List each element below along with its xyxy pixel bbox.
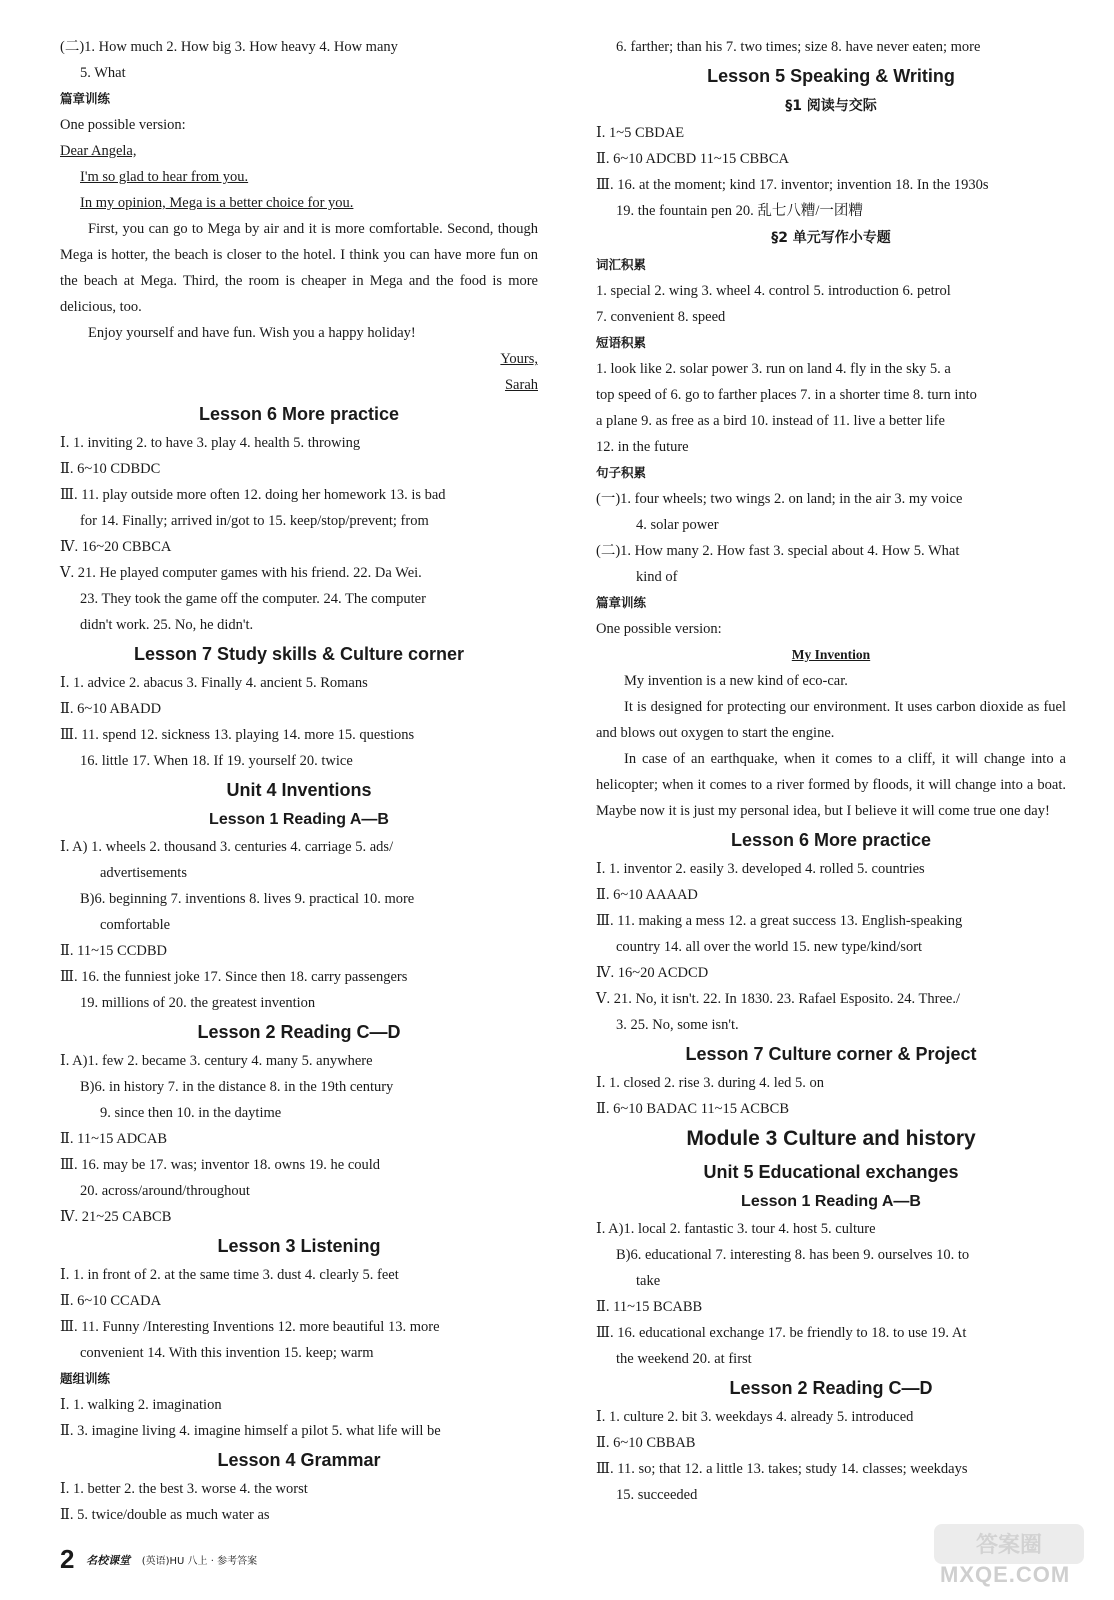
answer-line: Ⅱ. 5. twice/double as much water as [60,1507,270,1523]
answer-line: Ⅱ. 6~10 ADCBD 11~15 CBBCA [596,151,789,167]
answer-line-indented: convenient 14. With this invention 15. keep; warm [80,1345,374,1361]
answer-line: Ⅲ. 16. educational exchange 17. be friendly to 18. to use 19. At [596,1325,967,1341]
answer-line: One possible version: [596,621,722,637]
answer-line: Ⅲ. 16. may be 17. was; inventor 18. owns 19. he could [60,1157,381,1173]
answer-line: Ⅲ. 11. so; that 12. a little 13. takes; study 14. classes; weekdays [596,1461,968,1477]
answer-line-indented: 23. They took the game off the computer. 24. The computer [80,591,426,607]
answer-line: Ⅰ. A)1. few 2. became 3. century 4. many 5. anywhere [60,1053,373,1069]
answer-line: 12. in the future [596,439,689,455]
section-label: 篇章训练 [60,91,111,106]
answer-line: Ⅰ. 1~5 CBDAE [596,125,685,141]
answer-line-indented: country 14. all over the world 15. new type/kind/sort [616,939,923,955]
paragraph: Enjoy yourself and have fun. Wish you a happy holiday! [88,325,416,341]
section-subheading: §1 阅读与交际 [785,98,877,114]
answer-line: (二)1. How many 2. How fast 3. special about 4. How 5. What [596,543,960,559]
underlined-line [60,164,538,190]
answer-line: Ⅰ. 1. walking 2. imagination [60,1397,222,1413]
answer-line: 1. look like 2. solar power 3. run on land 4. fly in the sky 5. a [596,361,951,377]
lesson-heading: Lesson 7 Culture corner & Project [685,1044,977,1064]
answer-line: Ⅴ. 21. No, it isn't. 22. In 1830. 23. Rafael Esposito. 24. Three./ [596,991,961,1007]
left-column [60,34,538,1528]
lesson-heading: Lesson 7 Study skills & Culture corner [133,644,465,664]
section-subheading: §2 单元写作小专题 [771,230,891,246]
paragraph: First, you can go to Mega by air and it is more comfortable. Second, though Mega is hotter, the beach is closer to the hotel. I think you can have more fun on the beach at Mega. Third, the room is cheaper in Mega and the food is more delicious, too. [60,221,538,315]
footer-text: (英语)HU 八上 · 参考答案 [141,1556,258,1567]
answer-line: Ⅴ. 21. He played computer games with his friend. 22. Da Wei. [60,565,422,581]
underlined-text: I'm so glad to hear from you. [80,169,249,185]
answer-line: Ⅱ. 6~10 AAAAD [596,887,698,903]
answer-line: Ⅲ. 11. making a mess 12. a great success 13. English-speaking [596,913,963,929]
section-label: 短语积累 [596,335,647,350]
answer-line-indented: didn't work. 25. No, he didn't. [80,617,254,633]
answer-line-indented: 16. little 17. When 18. If 19. yourself 20. twice [80,753,353,769]
section-label: 篇章训练 [596,595,647,610]
answer-line: Ⅰ. 1. better 2. the best 3. worse 4. the worst [60,1481,308,1497]
answer-line-indented: 4. solar power [636,517,719,533]
answer-line: Ⅰ. 1. inviting 2. to have 3. play 4. health 5. throwing [60,435,361,451]
answer-line: 1. special 2. wing 3. wheel 4. control 5. introduction 6. petrol [596,283,951,299]
answer-line: Ⅰ. 1. in front of 2. at the same time 3. dust 4. clearly 5. feet [60,1267,399,1283]
answer-line: a plane 9. as free as a bird 10. instead of 11. live a better life [596,413,945,429]
lesson-heading: Lesson 6 More practice [730,830,932,850]
paragraph: In case of an earthquake, when it comes to a cliff, it will change into a helicopter; when it comes to a river formed by floods, it will change into a boat. Maybe now it is just my personal idea, but I believe it will come true one day! [596,751,1066,819]
underlined-text: Sarah [504,377,538,393]
answer-line: (一)1. four wheels; two wings 2. on land; in the air 3. my voice [596,491,963,507]
watermark-text: MXQE.COM [940,1562,1071,1587]
answer-line: Ⅱ. 6~10 CBBAB [596,1435,696,1451]
answer-line-indented: 15. succeeded [616,1487,698,1503]
paragraph: My invention is a new kind of eco-car. [624,673,848,689]
lesson-heading: Lesson 6 More practice [198,404,400,424]
answer-line-indented: comfortable [100,917,171,933]
right-column [596,34,1066,1508]
answer-line: Ⅰ. 1. culture 2. bit 3. weekdays 4. already 5. introduced [596,1409,914,1425]
lesson-heading: Unit 5 Educational exchanges [703,1162,959,1182]
answer-line: Ⅱ. 6~10 CDBDC [60,461,161,477]
underlined-line [60,138,538,164]
answer-line: Ⅰ. 1. advice 2. abacus 3. Finally 4. ancient 5. Romans [60,675,368,691]
answer-line-indented: for 14. Finally; arrived in/got to 15. keep/stop/prevent; from [80,513,429,529]
signature-line [60,372,538,398]
answer-line: One possible version: [60,117,186,133]
underlined-text: In my opinion, Mega is a better choice for you. [80,195,354,211]
answer-line-indented: advertisements [100,865,187,881]
answer-line-indented: 5. What [80,65,126,81]
answer-line: 7. convenient 8. speed [596,309,726,325]
lesson-heading: Unit 4 Inventions [226,780,372,800]
answer-line: Ⅱ. 6~10 ABADD [60,701,162,717]
answer-line: Ⅲ. 16. at the moment; kind 17. inventor; invention 18. In the 1930s [596,177,989,193]
signature-line [60,346,538,372]
answer-line: Ⅱ. 6~10 CCADA [60,1293,162,1309]
answer-line: Ⅲ. 11. Funny /Interesting Inventions 12. more beautiful 13. more [60,1319,440,1335]
answer-line: Ⅳ. 21~25 CABCB [60,1209,172,1225]
answer-line: Ⅱ. 11~15 BCABB [596,1299,703,1315]
answer-line: Ⅰ. A)1. local 2. fantastic 3. tour 4. host 5. culture [596,1221,876,1237]
answer-line: Ⅰ. A) 1. wheels 2. thousand 3. centuries 4. carriage 5. ads/ [60,839,394,855]
answer-line-indented: B)6. beginning 7. inventions 8. lives 9. practical 10. more [80,891,415,907]
watermark-logo-text: 答案圈 [975,1533,1043,1558]
answer-line: Ⅲ. 16. the funniest joke 17. Since then 18. carry passengers [60,969,408,985]
answer-line: (二)1. How much 2. How big 3. How heavy 4. How many [60,39,398,55]
answer-line: Ⅰ. 1. closed 2. rise 3. during 4. led 5. on [596,1075,825,1091]
page-footer [60,1544,258,1574]
essay-title: My Invention [791,647,871,662]
lesson-heading: Lesson 2 Reading C—D [729,1378,933,1398]
answer-line-indented: 19. the fountain pen 20. 乱七八糟/一团糟 [616,203,863,219]
lesson-heading: Lesson 5 Speaking & Writing [707,66,955,86]
lesson-heading: Lesson 3 Listening [217,1236,381,1256]
answer-line-indented: take [636,1273,661,1289]
answer-line-indented: 20. across/around/throughout [80,1183,250,1199]
answer-line-indented: 3. 25. No, some isn't. [616,1017,739,1033]
section-label: 词汇积累 [596,257,647,272]
underlined-line [60,190,538,216]
module-heading: Module 3 Culture and history [686,1127,976,1150]
underlined-text: Dear Angela, [60,143,137,159]
answer-line-indented: 19. millions of 20. the greatest invention [80,995,316,1011]
answer-line: Ⅳ. 16~20 CBBCA [60,539,172,555]
answer-line: Ⅲ. 11. spend 12. sickness 13. playing 14. more 15. questions [60,727,415,743]
answer-line: Ⅱ. 6~10 BADAC 11~15 ACBCB [596,1101,789,1117]
lesson-subheading: Lesson 1 Reading A—B [209,811,389,828]
answer-line-indented: the weekend 20. at first [616,1351,752,1367]
page-number: 2 [60,1544,75,1574]
brand-logo: 名校课堂 [86,1553,131,1567]
answer-line: Ⅲ. 11. play outside more often 12. doing her homework 13. is bad [60,487,446,503]
answer-line: Ⅱ. 11~15 CCDBD [60,943,167,959]
section-label: 题组训练 [60,1371,111,1386]
section-label: 句子积累 [596,465,647,480]
lesson-heading: Lesson 4 Grammar [217,1450,381,1470]
underlined-text: Yours, [500,351,538,367]
answer-line-indented: kind of [636,569,678,585]
answer-line-indented: 9. since then 10. in the daytime [100,1105,282,1121]
answer-line-indented: B)6. in history 7. in the distance 8. in the 19th century [80,1079,394,1095]
lesson-subheading: Lesson 1 Reading A—B [741,1193,921,1210]
answer-line: Ⅱ. 3. imagine living 4. imagine himself a pilot 5. what life will be [60,1423,441,1439]
answer-line: Ⅳ. 16~20 ACDCD [596,965,709,981]
answer-line: top speed of 6. go to farther places 7. in a shorter time 8. turn into [596,387,977,403]
answer-line: Ⅱ. 11~15 ADCAB [60,1131,167,1147]
paragraph: It is designed for protecting our environment. It uses carbon dioxide as fuel and blows out oxygen to start the engine. [596,699,1066,741]
answer-line-indented: B)6. educational 7. interesting 8. has been 9. ourselves 10. to [616,1247,970,1263]
lesson-heading: Lesson 2 Reading C—D [197,1022,401,1042]
answer-line-indented: 6. farther; than his 7. two times; size 8. have never eaten; more [616,39,981,55]
answer-line: Ⅰ. 1. inventor 2. easily 3. developed 4. rolled 5. countries [596,861,925,877]
